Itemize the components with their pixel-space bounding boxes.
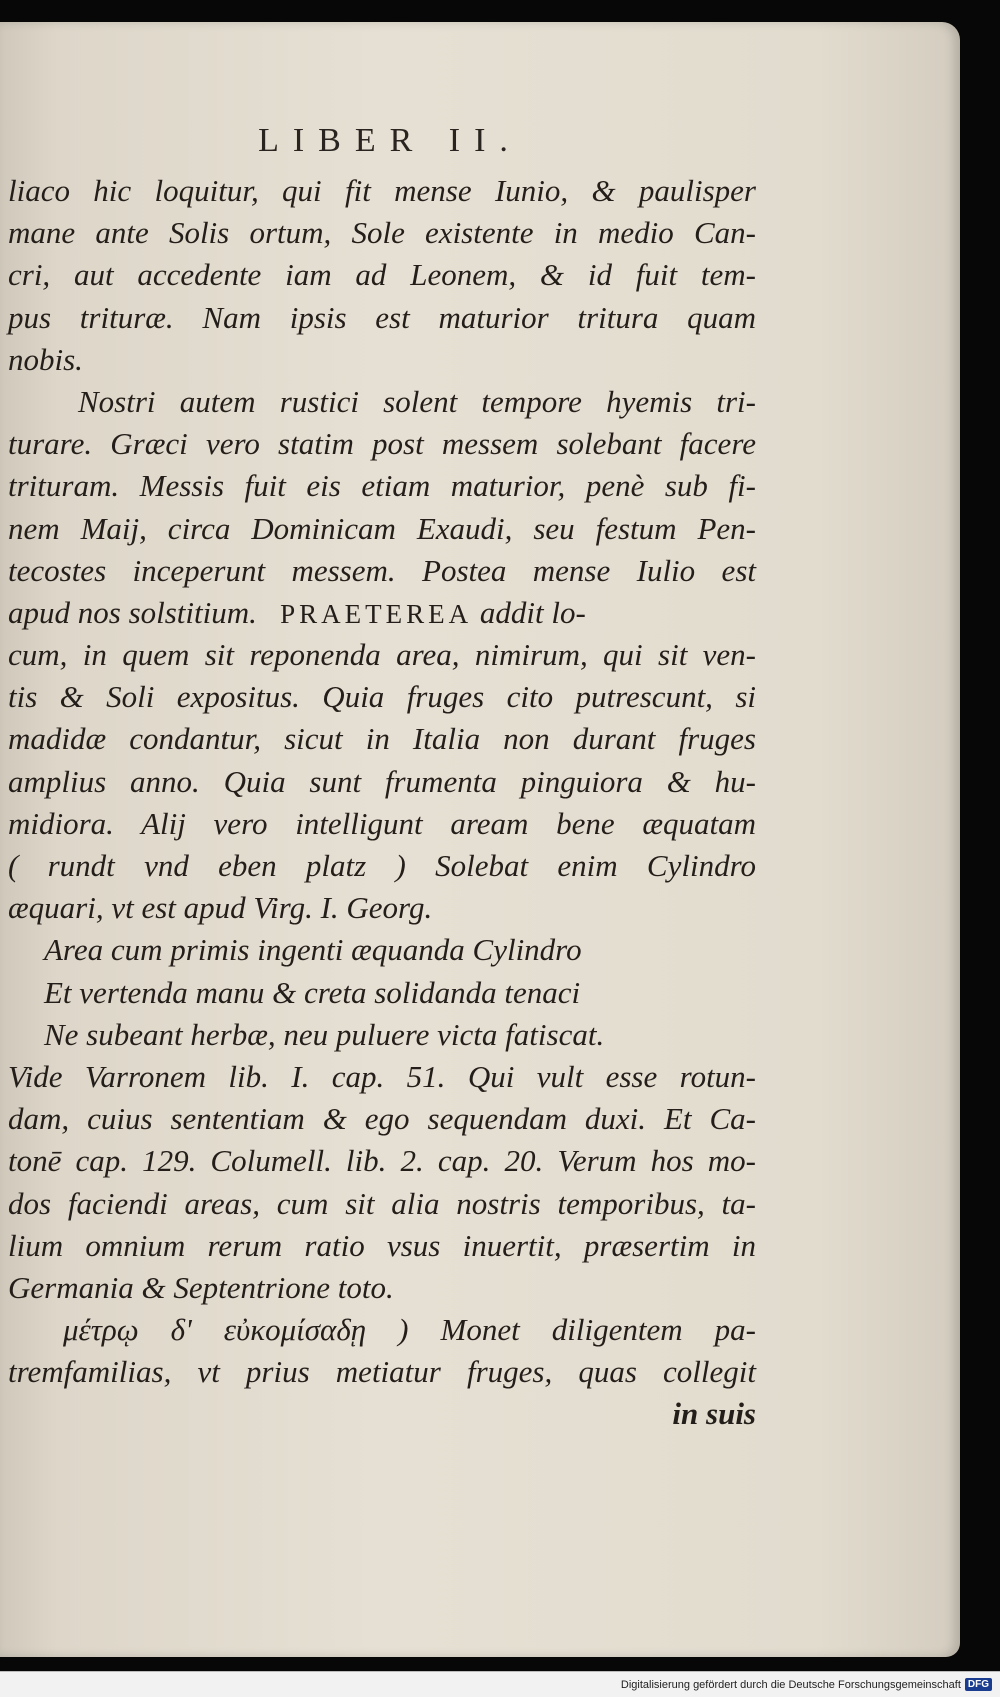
text-line: midiora. Alij vero intelligunt aream bene æquatam xyxy=(8,805,756,841)
text-line: cri, aut accedente iam ad Leonem, & id fuit tem- xyxy=(8,257,756,293)
book-page xyxy=(0,22,960,1657)
text-line-greek: μέτρῳ δ' εὐκομίσαδῃ ) Monet diligentem pa- xyxy=(63,1312,756,1348)
text-line: liaco hic loquitur, qui fit mense Iunio, & paulisper xyxy=(8,173,756,208)
verse-line: Et vertenda manu & creta solidanda tenaci xyxy=(44,974,581,1010)
text-fragment: addit lo- xyxy=(472,594,586,630)
digitization-footer xyxy=(0,1671,1000,1697)
text-line: nem Maij, circa Dominicam Exaudi, seu festum Pen- xyxy=(8,510,756,546)
text-line: Nostri autem rustici solent tempore hyemis tri- xyxy=(78,383,756,419)
text-line-gothic: ( rundt vnd eben platz ) Solebat enim Cylindro xyxy=(8,848,756,883)
text-line: mane ante Solis ortum, Sole existente in medio Can- xyxy=(8,215,756,251)
caps-word: PRAETEREA xyxy=(280,598,473,629)
text-line: Vide Varronem lib. I. cap. 51. Qui vult esse rotun- xyxy=(8,1058,756,1094)
text-line: lium omnium rerum ratio vsus inuertit, præsertim in xyxy=(8,1227,756,1263)
text-line: madidæ condantur, sicut in Italia non durant fruges xyxy=(8,721,756,757)
text-line: dos faciendi areas, cum sit alia nostris temporibus, ta- xyxy=(8,1185,756,1221)
text-line: amplius anno. Quia sunt frumenta pinguiora & hu- xyxy=(8,763,756,799)
text-line: tonē cap. 129. Columell. lib. 2. cap. 20. Verum hos mo- xyxy=(8,1143,756,1179)
text-line-with-caps xyxy=(8,592,756,634)
text-line: tremfamilias, vt prius metiatur fruges, quas collegit xyxy=(8,1354,756,1390)
running-head: LIBER II. xyxy=(258,122,522,159)
text-line: turare. Græci vero statim post messem solebant facere xyxy=(8,426,756,462)
text-fragment: apud nos solstitium. xyxy=(8,594,257,630)
text-line: cum, in quem sit reponenda area, nimirum, qui sit ven- xyxy=(8,637,756,673)
footer-text: Digitalisierung gefördert durch die Deutsche Forschungsgemeinschaft xyxy=(620,1678,961,1691)
text-line: pus trituræ. Nam ipsis est maturior tritura quam xyxy=(8,299,756,335)
text-line: Germania & Septentrione toto. xyxy=(8,1269,394,1305)
text-line: tecostes inceperunt messem. Postea mense Iulio est xyxy=(8,552,756,588)
text-line: nobis. xyxy=(8,341,83,377)
catchword: in suis xyxy=(672,1396,756,1432)
dfg-logo: DFG xyxy=(965,1678,992,1691)
verse-line: Area cum primis ingenti æquanda Cylindro xyxy=(44,932,582,968)
text-line: tis & Soli expositus. Quia fruges cito putrescunt, si xyxy=(8,679,756,715)
text-line: trituram. Messis fuit eis etiam maturior, penè sub fi- xyxy=(8,468,756,504)
verse-line: Ne subeant herbæ, neu puluere victa fatiscat. xyxy=(44,1016,605,1052)
text-line: æquari, vt est apud Virg. I. Georg. xyxy=(8,890,433,926)
text-line: dam, cuius sententiam & ego sequendam duxi. Et Ca- xyxy=(8,1101,756,1137)
page-body xyxy=(8,170,756,1436)
